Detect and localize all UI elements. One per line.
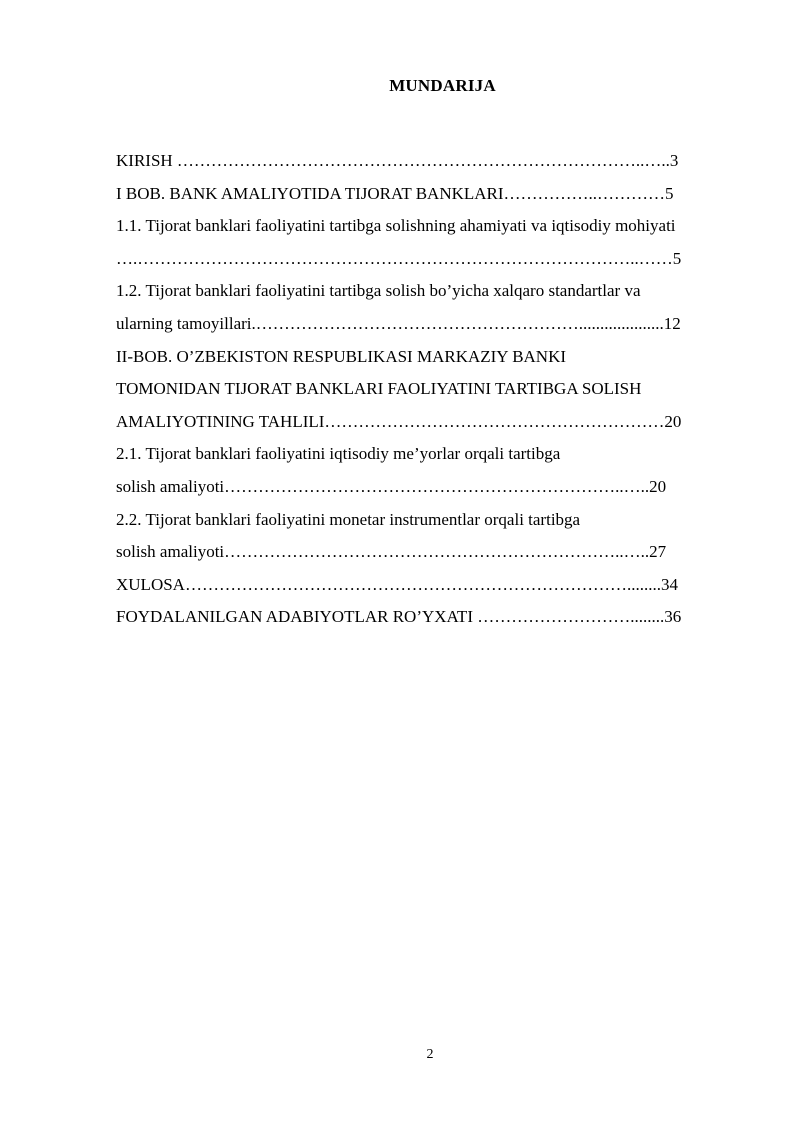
toc-entry-chapter-1: I BOB. BANK AMALIYOTIDA TIJORAT BANKLARI……………..…………5 — [116, 183, 674, 203]
toc-entry-chapter-2-line-1: II-BOB. O’ZBEKISTON RESPUBLIKASI MARKAZIY BANKI — [116, 346, 567, 366]
toc-entry-1-1-title: 1.1. Tijorat banklari faoliyatini tartibga solishning ahamiyati va iqtisodiy mohiyati — [116, 216, 676, 236]
toc-entry-chapter-2-line-3: AMALIYOTINING TAHLILI……………………………………………………20 — [116, 411, 682, 431]
toc-entry-references: FOYDALANILGAN ADABIYOTLAR RO’YXATI ………………………........36 — [116, 607, 682, 627]
page-title: MUNDARIJA — [389, 76, 496, 95]
toc-entry-2-1-title: 2.1. Tijorat banklari faoliyatini iqtisodiy me’yorlar orqali tartibga — [116, 444, 561, 464]
toc-entry-chapter-2-line-2: TOMONIDAN TIJORAT BANKLARI FAOLIYATINI TARTIBGA SOLISH — [116, 379, 642, 399]
page-number: 2 — [426, 1047, 434, 1062]
toc-entry-xulosa: XULOSA……………………………………………………………………........34 — [116, 574, 678, 594]
toc-entry-kirish: KIRISH ………………………………………………………………………..…..3 — [116, 151, 679, 170]
toc-entry-1-2-title: 1.2. Tijorat banklari faoliyatini tartibga solish bo’yicha xalqaro standartlar va — [116, 281, 641, 301]
toc-entry-2-2-title: 2.2. Tijorat banklari faoliyatini monetar instrumentlar orqali tartibga — [116, 509, 581, 529]
toc-entry-2-1-leader: solish amaliyoti……………………………………………………………..…..20 — [116, 476, 667, 496]
table-of-contents — [116, 145, 746, 634]
toc-entry-1-1-leader: ….……………………………………………………………………………..……5 — [116, 248, 682, 268]
toc-entry-1-2-leader: ularning tamoyillari.…………………………………………………....................12 — [116, 313, 681, 333]
toc-entry-2-2-leader: solish amaliyoti……………………………………………………………..…..27 — [116, 542, 667, 562]
